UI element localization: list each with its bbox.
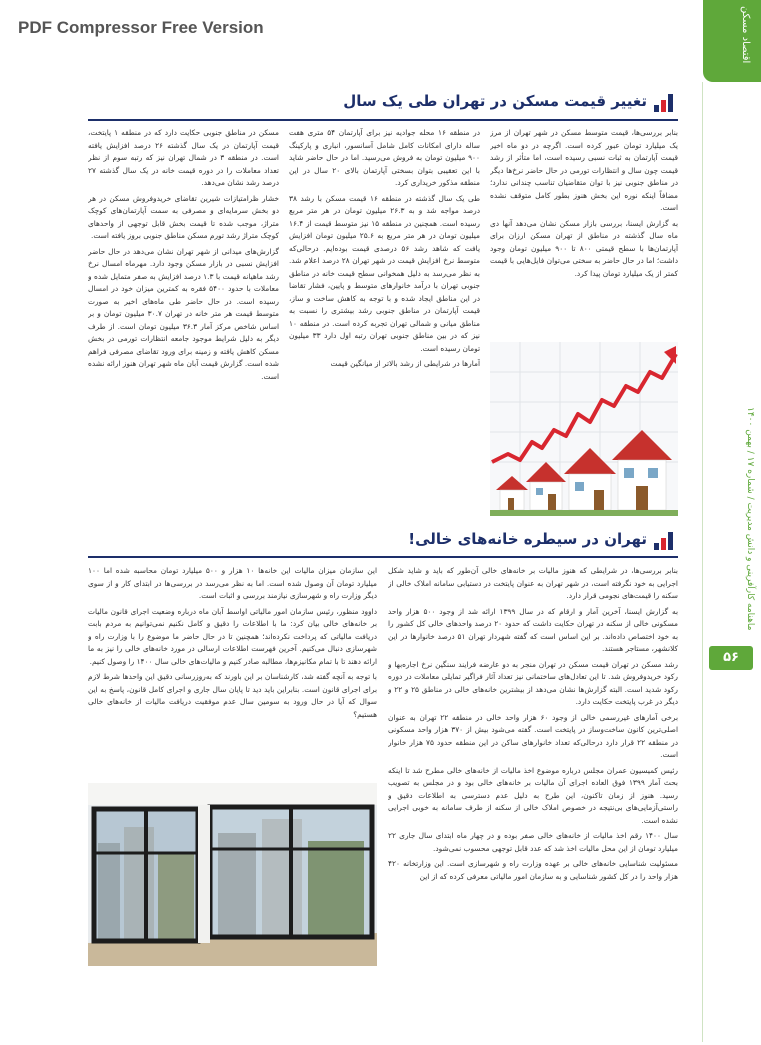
paragraph: به گزارش ایسنا، آخرین آمار و ارقام که در سال ۱۳۹۹ ارائه شد از وجود ۵۰۰ هزار واحد مسکونی خالی از سکنه در تهران حکایت داشت که حدود ۲۰ درصد واحدهای خالی کل کشور را به خود اختصاص داده‌اند. بر این اساس است که گفته شهردار تهران ۵۱ درصد خانوارها در این کلانشهر، مستاجر هستند. (388, 606, 678, 653)
paragraph: طی یک سال گذشته در منطقه ۱۶ قیمت مسکن با رشد ۳۸ درصد مواجه شد و به ۲۶.۳ میلیون تومان در هر متر مربع رسیده است. همچنین در منطقه ۱۵ نیز متوسط قیمت از ۱۶.۴ میلیون تومان در هر متر مربع به ۲۵.۶ میلیون تومان افزایش یافت که شاهد رشد ۵۶ درصدی قیمت بوده‌ایم. درحالی‌که متوسط نرخ افزایش قیمت در شهر تهران ۲۸ درصد اعلام شد. به نظر می‌رسد به دلیل همخوانی سطح قیمت خانه در مناطق جنوبی تهران با درآمد خانوارهای متوسط و پایین، فشار تقاضا در این مناطق ایجاد شده و با توجه به کاهش ساخت و ساز، قیمت آپارتمان در مناطق جنوبی رشد بیشتری را نسبت به مناطق میانی و شمالی تهران تجربه کرده است. در منطقه ۱۰ نیز که در بین مناطق جنوبی تهران رتبه اول دارد ۳۳ میلیون تومان رسیده است. (289, 193, 480, 353)
paragraph: در منطقه ۱۶ محله جوادیه نیز برای آپارتمان ۵۴ متری هفت ساله دارای امکانات کامل شامل آسانسور، انباری و پارکینگ ۹۰۰ میلیون تومان به فروش می‌رسید. اما در حال حاضر شاید با این تعقیبی بتوان بسختی آپارتمان بالای ۲۰ سال در این منطقه مذکور خریداری کرد. (289, 128, 480, 187)
article1-rule (88, 119, 678, 121)
article2-title (373, 530, 673, 556)
article1-title-text: تغییر قیمت مسکن در تهران طی یک سال (343, 92, 647, 110)
paragraph: داوود منظور، رئیس سازمان امور مالیاتی اواسط آبان ماه درباره وضعیت اجرای قانون مالیات بر خانه‌های خالی بیان کرد: ما با اطلاعات را دقیق و کامل نکنیم نمی‌توانیم به مردم بابت دریافت مالیاتی که پرداخت نکرده‌اند؛ همچنین تا در حال حاضر ما موضوع را با وزارت راه و شهرسازی دنبال می‌کنیم. آخرین فهرست اطلاعات ارسالی در مورد خانه‌های خالی را نیز به ما ارائه دهند تا با تمام مکانیزم‌ها، مطالبه صادر کنیم و مالیات‌های خالی سال ۱۴۰۰ را وصول کنیم. (88, 606, 377, 666)
article2-rule (88, 556, 678, 558)
pdf-watermark: PDF Compressor Free Version (18, 18, 264, 37)
article1-column-2 (289, 127, 480, 522)
paragraph: مسئولیت شناسایی خانه‌های خالی بر عهده وزارت راه و شهرسازی است. این وزارتخانه ۴۲۰ هزار واحد را در کل کشور شناسایی و به سازمان امور مالیاتی معرفی کرده که از این (388, 859, 678, 881)
article1-column-1 (490, 127, 678, 339)
house-price-chart-illustration (490, 342, 678, 516)
paragraph: به گزارش ایسنا، بررسی بازار مسکن نشان می‌دهد آنها دی ماه سال گذشته در مناطق از تهران مسکن ارزان برای آپارتمان‌ها با سطح قیمتی ۸۰۰ تا ۹۰۰ میلیون تومان وجود داشت؛ اما در حال حاضر به سختی می‌توان فایل‌هایی با قیمت کمتر از یک میلیارد تومان پیدا کرد. (490, 218, 678, 278)
paragraph: رشد مسکن در تهران قیمت مسکن در تهران منجر به دو عارضه فرایند سنگین نرخ اجاره‌بها و رکود خریدوفروش شد. تا این تعادل‌های ساختمانی نیز تعداد آثار فراگیر تمایلی معاملات در دوره رکود شدید است. البته گزارش‌ها نشان می‌دهد از بیشترین خانه‌های خالی در مناطق ۲۵ و ۲۲ و دیگر در غرب پایتخت حکایت دارد. (388, 659, 678, 706)
empty-apartment-photo (88, 783, 377, 966)
issue-line: ماهنامه کارآفرینی و دانش مدیریت / شماره ۱۷ / بهمن ۱۴۰۰ (745, 406, 755, 630)
paragraph: بنابر بررسی‌ها، در شرایطی که هنوز مالیات بر خانه‌های خالی آن‌طور که باید و شاید شکل اجرایی به خود نگرفته است، در شهر تهران به عنوان پایتخت در دستیابی سامانه املاک خالی از سکنه را قیمت‌های نجومی قرار دارد. (388, 566, 678, 600)
paragraph: بنابر بررسی‌ها، قیمت متوسط مسکن در شهر تهران از مرز یک میلیارد تومان عبور کرده است. اگرچه در دو ماه اخیر قیمت آپارتمان به ثبات نسبی رسیده است، اما متأثر از رشد قیمت چون سال و انتظارات تورمی در حال حاضر نرخ‌ها دیگر در مناطق جنوبی نیز با توان متقاضیان تناسب چندانی ندارد؛ مضافاً اینکه نوره این بخش هنوز بطور کامل متوقف نشده است. (490, 128, 678, 212)
paragraph: مسکن در مناطق جنوبی حکایت دارد که در منطقه ۱ پایتخت، قیمت آپارتمان در یک سال گذشته ۲۶ درصد افزایش یافته است. در منطقه ۳ در شمال تهران نیز که رتبه سوم از نظر تعداد معاملات را در دوره قیمت خانه در یک سال گذشته ۲۷ درصد رشد نشان می‌دهد. (88, 128, 279, 187)
paragraph: برخی آمارهای غیررسمی خالی از وجود ۶۰ هزار واحد خالی در منطقه ۲۲ تهران به عنوان اصلی‌ترین کانون ساخت‌وساز در پایتخت است. گفته می‌شود بیش از ۳۷۰ هزار واحد مسکونی در منطقه ۲۲ قرار دارد درحالی‌که تعداد خانوارهای ساکن در این منطقه حدود ۷۵ هزار خانوار است. (388, 712, 678, 759)
paragraph: خشار ظرامتیازات شیرین تقاضای خریدوفروش مسکن در هر دو بخش سرمایه‌ای و مصرفی به سمت آپارتمان‌های کوچک متراژ، موجب شده تا قیمت بخش قابل توجهی از واحدهای کوچک متراژ رشد تورم مسکن مناطق جنوبی بروز یافته است. (88, 193, 279, 240)
article1-title (343, 92, 673, 118)
empty-apartment-illustration (88, 783, 377, 966)
bar-chart-icon (653, 532, 673, 550)
bar-chart-icon (653, 94, 673, 112)
article2-title-text: تهران در سیطره خانه‌های خالی! (408, 530, 647, 548)
paragraph: آمارها در شرایطی از رشد بالاتر از میانگین قیمت (330, 359, 480, 368)
article1-column-3 (88, 127, 279, 522)
paragraph: با توجه به آنچه گفته شد، کارشناسان بر این باورند که به‌روزرسانی دقیق این واحدها شرط لازم برای اجرای قانون است. بنابراین باید دید تا پایان سال جاری و اجرای کامل قانون، پاسخ به این سوال که آیا در حال ورود به سومین سال عدم موفقیت دریافت مالیات از خانه‌های خالی هستیم؟ (88, 672, 377, 719)
paragraph: سال ۱۴۰۰ رقم اخذ مالیات از خانه‌های خالی صفر بوده و در چهار ماه ابتدای سال جاری ۲۲ میلیارد تومان از این محل مالیات اخذ شد که عدد قابل توجهی محسوب نمی‌شود. (388, 831, 678, 853)
house-price-chart-photo (490, 342, 678, 516)
article2-column-2 (88, 565, 377, 775)
page-number: ۵۶ (709, 646, 753, 670)
paragraph: گزارش‌های میدانی از شهر تهران نشان می‌دهد در حال حاضر افزایش نسبی در بازار مسکن وجود دارد. مهرماه امسال نرخ رشد ماهیانه قیمت با ۱.۳ درصد افزایش به صفر متمایل شده و معاملات با حدود ۵۴۰۰ فقره به کمترین میزان خود در امسال رسیده است. در حال حاضر طی ماه‌های اخیر به صورت متوسط قیمت هر متر خانه در تهران ۳۰.۷ میلیون تومان و بر اساس شاخص مرکز آمار ۳۶.۳ میلیون تومان است. از طرف دیگر به دلیل شرایط موجود جامعه انتظارات تورمی در بخش مسکن کاهش یافته و زمینه برای ورود تقاضای مصرفی فراهم شده است. گزارش قیمت آبان ماه شهر تهران هنوز ارائه نشده است. (88, 246, 279, 381)
section-tab (703, 0, 761, 82)
section-tab-label: اقتصاد مسکن (740, 6, 751, 64)
article2-column-1 (388, 565, 678, 965)
paragraph: این سازمان میزان مالیات این خانه‌ها ۱۰ هزار و ۵۰۰ میلیارد تومان محاسبه شده اما ۱۰۰ میلیارد تومان آن وصول شده است. اما به نظر می‌رسد در بررسی‌ها در ابتدای کار و از سوی دیگر وزارت راه و شهرسازی نیازمند بررسی و اثبات است. (88, 566, 377, 600)
paragraph: رئیس کمیسیون عمران مجلس درباره موضوع اخذ مالیات از خانه‌های خالی مطرح شد تا اینکه بحث آمار ۱۳۹۹ فوق العاده اجرای آن مالیات بر خانه‌های خالی بود و در مجلس به تصویب رسید. هنوز از زمان تاکنون، این طرح به دلیل عدم دسترسی به اطلاعات دقیق و راستی‌آزمایی‌های بی‌نتیجه در خصوص املاک خالی از سکنه از طرف سامانه به خوبی اجرایی نشده است. (388, 765, 678, 825)
